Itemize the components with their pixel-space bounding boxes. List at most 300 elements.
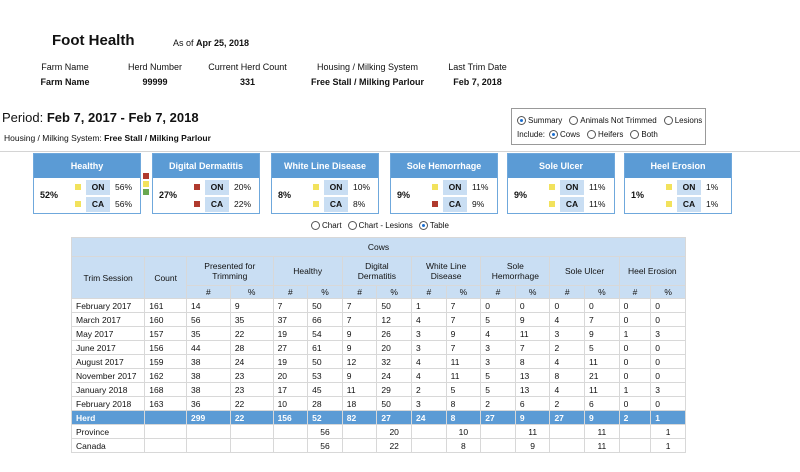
table-cell: 4 <box>550 355 585 369</box>
table-cell: 8 <box>515 355 550 369</box>
table-cell <box>481 425 516 439</box>
table-cell <box>342 439 377 453</box>
table-cell: 0 <box>651 299 686 313</box>
table-row <box>72 341 686 355</box>
status-legend <box>143 173 149 197</box>
table-cell <box>412 439 447 453</box>
card-sole-hemorrhage[interactable] <box>390 153 498 214</box>
table-cell: 13 <box>515 383 550 397</box>
table-cell: 56 <box>187 313 231 327</box>
table-cell: 56 <box>308 439 343 453</box>
code-ca: CA <box>560 197 584 212</box>
status-indicator <box>313 184 319 190</box>
table-cell: 24 <box>377 369 412 383</box>
table-cell: 11 <box>585 425 620 439</box>
include-label: Include: <box>517 129 546 139</box>
table-cell: 2 <box>619 411 651 425</box>
table-cell: 18 <box>342 397 377 411</box>
table-cell <box>412 425 447 439</box>
table-cell: 8 <box>550 369 585 383</box>
row-label: Province <box>72 425 145 439</box>
table-cell: 4 <box>412 355 447 369</box>
table-cell: 36 <box>187 397 231 411</box>
value-on: 11% <box>472 182 489 192</box>
legend-green-swatch <box>143 189 149 195</box>
info-housing <box>305 62 430 87</box>
subheader-count: # <box>550 286 585 299</box>
table-cell: 156 <box>145 341 187 355</box>
table-cell: 27 <box>273 341 308 355</box>
radio-icon[interactable] <box>569 116 578 125</box>
table-cell: 7 <box>342 313 377 327</box>
status-indicator <box>313 201 319 207</box>
card-percent: 1% <box>631 190 645 200</box>
table-cell: 0 <box>651 341 686 355</box>
row-label: Canada <box>72 439 145 453</box>
header-presented: Presented for Trimming <box>187 257 274 286</box>
table-cell: 0 <box>651 397 686 411</box>
radio-icon[interactable] <box>517 116 526 125</box>
table-cell: 37 <box>273 313 308 327</box>
value-on: 10% <box>353 182 371 192</box>
radio-icon[interactable] <box>311 221 320 230</box>
table-row <box>72 355 686 369</box>
info-label: Last Trim Date <box>448 62 507 72</box>
status-indicator <box>666 184 672 190</box>
code-ca: CA <box>86 197 110 212</box>
table-cell: 168 <box>145 383 187 397</box>
card-title: Sole Hemorrhage <box>391 154 497 178</box>
table-cell: 7 <box>446 299 481 313</box>
housing-value: Free Stall / Milking Parlour <box>104 133 211 143</box>
table-cell: 6 <box>585 397 620 411</box>
info-label: Current Herd Count <box>208 62 287 72</box>
value-on: 20% <box>234 182 252 192</box>
table-cell: 82 <box>342 411 377 425</box>
table-cell: 20 <box>377 341 412 355</box>
table-cell: 9 <box>446 327 481 341</box>
table-cell: 66 <box>308 313 343 327</box>
value-on: 56% <box>115 182 133 192</box>
table-cell: 11 <box>585 355 620 369</box>
table-cell: 1 <box>619 383 651 397</box>
info-value: Farm Name <box>40 77 90 87</box>
table-cell: 28 <box>230 341 273 355</box>
code-on: ON <box>324 180 348 195</box>
table-cell: 11 <box>446 369 481 383</box>
radio-label: Lesions <box>674 115 703 125</box>
radio-icon[interactable] <box>348 221 357 230</box>
table-cell: 22 <box>230 327 273 341</box>
table-cell: 11 <box>585 383 620 397</box>
card-percent: 8% <box>278 190 292 200</box>
table-cell: 24 <box>412 411 447 425</box>
legend-red-swatch <box>143 173 149 179</box>
as-of-date: Apr 25, 2018 <box>196 38 250 48</box>
table-cell: 7 <box>273 299 308 313</box>
table-cell: 19 <box>273 327 308 341</box>
table-cell: 54 <box>308 327 343 341</box>
card-title: White Line Disease <box>272 154 378 178</box>
code-on: ON <box>677 180 701 195</box>
status-indicator <box>549 184 555 190</box>
table-cell: 53 <box>308 369 343 383</box>
table-cell: 3 <box>651 327 686 341</box>
subheader-percent: % <box>515 286 550 299</box>
card-healthy[interactable] <box>33 153 141 214</box>
subheader-count: # <box>273 286 308 299</box>
card-title: Sole Ulcer <box>508 154 614 178</box>
table-cell: 20 <box>273 369 308 383</box>
status-indicator <box>75 201 81 207</box>
page-title: Foot Health <box>52 32 135 49</box>
table-cell: 161 <box>145 299 187 313</box>
status-indicator <box>194 201 200 207</box>
table-cell: 9 <box>585 411 620 425</box>
info-value: 99999 <box>142 77 168 87</box>
table-cell: 0 <box>585 299 620 313</box>
row-label: June 2017 <box>72 341 145 355</box>
value-ca: 9% <box>472 199 485 209</box>
card-percent: 52% <box>40 190 59 200</box>
subheader-percent: % <box>230 286 273 299</box>
table-cell: 19 <box>273 355 308 369</box>
table-cell: 9 <box>585 327 620 341</box>
status-indicator <box>666 201 672 207</box>
info-label: Housing / Milking System <box>316 62 419 72</box>
table-cell: 7 <box>585 313 620 327</box>
row-label: May 2017 <box>72 327 145 341</box>
table-cell: 22 <box>377 439 412 453</box>
card-percent: 9% <box>397 190 411 200</box>
table-cell: 0 <box>481 299 516 313</box>
table-cell: 299 <box>187 411 231 425</box>
table-cell: 52 <box>308 411 343 425</box>
table-cell <box>550 425 585 439</box>
table-cell <box>145 411 187 425</box>
subheader-percent: % <box>308 286 343 299</box>
radio-label: Summary <box>528 115 563 125</box>
code-ca: CA <box>677 197 701 212</box>
table-cell: 11 <box>515 425 550 439</box>
card-title: Healthy <box>34 154 140 178</box>
table-cell: 17 <box>273 383 308 397</box>
as-of-label: As of <box>173 38 194 48</box>
table-cell: 35 <box>187 327 231 341</box>
table-cell <box>230 425 273 439</box>
table-cell: 9 <box>515 313 550 327</box>
table-cell: 45 <box>308 383 343 397</box>
table-cell: 11 <box>342 383 377 397</box>
header-healthy: Healthy <box>273 257 342 286</box>
radio-animals-not-trimmed[interactable] <box>569 116 656 125</box>
radio-label: Animals Not Trimmed <box>580 115 657 125</box>
table-cell: 26 <box>377 327 412 341</box>
code-ca: CA <box>324 197 348 212</box>
table-row <box>72 299 686 313</box>
row-label: January 2018 <box>72 383 145 397</box>
code-on: ON <box>86 180 110 195</box>
header-count: Count <box>145 257 187 299</box>
table-row <box>72 397 686 411</box>
table-cell: 3 <box>412 327 447 341</box>
table-cell: 7 <box>515 341 550 355</box>
value-ca: 56% <box>115 199 133 209</box>
radio-label: Both <box>641 129 658 139</box>
radio-label: Cows <box>560 129 581 139</box>
table-cell: 3 <box>412 341 447 355</box>
as-of <box>173 38 249 48</box>
table-cell: 61 <box>308 341 343 355</box>
table-cell: 8 <box>446 397 481 411</box>
table-cell: 1 <box>619 327 651 341</box>
table-cell: 32 <box>377 355 412 369</box>
table-cell: 10 <box>273 397 308 411</box>
subheader-count: # <box>342 286 377 299</box>
info-value: Free Stall / Milking Parlour <box>310 77 425 87</box>
table-cell: 13 <box>515 369 550 383</box>
header-heel-erosion: Heel Erosion <box>619 257 685 286</box>
table-cell: 11 <box>446 355 481 369</box>
table-cell: 4 <box>412 369 447 383</box>
radio-lesions[interactable] <box>664 116 703 125</box>
table-cell: 28 <box>308 397 343 411</box>
table-cell: 35 <box>230 313 273 327</box>
table-cell: 9 <box>342 327 377 341</box>
table-cell: 50 <box>377 397 412 411</box>
table-cell: 22 <box>230 397 273 411</box>
trim-table <box>71 237 686 453</box>
subheader-percent: % <box>651 286 686 299</box>
table-cell: 157 <box>145 327 187 341</box>
radio-cows[interactable] <box>549 130 580 139</box>
row-label: February 2018 <box>72 397 145 411</box>
table-cell: 12 <box>377 313 412 327</box>
table-cell: 0 <box>651 313 686 327</box>
info-last-trim <box>440 62 515 87</box>
table-cell: 22 <box>230 411 273 425</box>
table-cell: 24 <box>230 355 273 369</box>
table-cell: 9 <box>515 411 550 425</box>
table-cell: 3 <box>412 397 447 411</box>
table-cell <box>342 425 377 439</box>
table-cell: 5 <box>446 383 481 397</box>
radio-icon[interactable] <box>587 130 596 139</box>
radio-heifers[interactable] <box>587 130 623 139</box>
table-cell: 21 <box>585 369 620 383</box>
table-cell: 38 <box>187 355 231 369</box>
table-cell: 9 <box>230 299 273 313</box>
table-cell: 23 <box>230 369 273 383</box>
table-cell: 29 <box>377 383 412 397</box>
table-cell <box>273 425 308 439</box>
table-cell: 163 <box>145 397 187 411</box>
subheader-percent: % <box>585 286 620 299</box>
info-label: Herd Number <box>127 62 183 72</box>
housing <box>4 133 211 143</box>
value-on: 1% <box>706 182 719 192</box>
table-cell: 1 <box>651 439 686 453</box>
table-cell <box>619 425 651 439</box>
period <box>2 110 199 125</box>
status-indicator <box>432 184 438 190</box>
table-cell <box>187 439 231 453</box>
table-cell: 7 <box>446 313 481 327</box>
table-cell: 2 <box>481 397 516 411</box>
subheader-count: # <box>481 286 516 299</box>
table-cell: 14 <box>187 299 231 313</box>
table-cell: 20 <box>377 425 412 439</box>
table-cell: 27 <box>550 411 585 425</box>
info-value: 331 <box>239 77 256 87</box>
table-cell: 38 <box>187 383 231 397</box>
radio-icon[interactable] <box>664 116 673 125</box>
header-white-line: White Line Disease <box>412 257 481 286</box>
radio-table[interactable] <box>419 221 449 230</box>
table-cell: 23 <box>230 383 273 397</box>
code-on: ON <box>560 180 584 195</box>
radio-icon[interactable] <box>549 130 558 139</box>
card-title: Digital Dermatitis <box>153 154 259 178</box>
table-cell: 0 <box>619 341 651 355</box>
subheader-percent: % <box>377 286 412 299</box>
value-ca: 8% <box>353 199 366 209</box>
table-cell: 1 <box>651 411 686 425</box>
table-cell: 8 <box>446 411 481 425</box>
value-ca: 11% <box>589 199 606 209</box>
table-cell: 2 <box>550 397 585 411</box>
radio-both[interactable] <box>630 130 657 139</box>
table-cell <box>145 425 187 439</box>
info-herd-count <box>200 62 295 87</box>
table-cell <box>619 439 651 453</box>
table-cell: 159 <box>145 355 187 369</box>
housing-label: Housing / Milking System: <box>4 133 102 143</box>
info-value: Feb 7, 2018 <box>453 77 502 87</box>
card-percent: 27% <box>159 190 178 200</box>
subheader-count: # <box>187 286 231 299</box>
table-cell: 5 <box>481 313 516 327</box>
info-label: Farm Name <box>41 62 89 72</box>
status-indicator <box>194 184 200 190</box>
card-digital-dermatitis[interactable] <box>152 153 260 214</box>
card-white-line-disease[interactable] <box>271 153 379 214</box>
canada-row <box>72 439 686 453</box>
value-ca: 1% <box>706 199 719 209</box>
table-cell: 4 <box>412 313 447 327</box>
card-title: Heel Erosion <box>625 154 731 178</box>
value-on: 11% <box>589 182 606 192</box>
table-cell: 56 <box>308 425 343 439</box>
table-cell: 0 <box>550 299 585 313</box>
table-cell: 0 <box>619 355 651 369</box>
table-cell <box>145 439 187 453</box>
radio-icon[interactable] <box>630 130 639 139</box>
radio-label: Chart <box>322 221 342 230</box>
table-cell <box>481 439 516 453</box>
table-cell: 0 <box>619 369 651 383</box>
table-cell: 160 <box>145 313 187 327</box>
table-cell: 4 <box>550 313 585 327</box>
info-farm-name <box>30 62 100 87</box>
table-cell: 9 <box>342 369 377 383</box>
status-indicator <box>432 201 438 207</box>
code-ca: CA <box>205 197 229 212</box>
table-cell: 0 <box>651 355 686 369</box>
card-percent: 9% <box>514 190 528 200</box>
table-cell: 9 <box>515 439 550 453</box>
row-label: February 2017 <box>72 299 145 313</box>
radio-summary[interactable] <box>517 116 562 125</box>
table-cell: 27 <box>481 411 516 425</box>
table-cell: 6 <box>515 397 550 411</box>
radio-chart[interactable] <box>311 221 342 230</box>
table-cell: 0 <box>619 299 651 313</box>
card-sole-ulcer[interactable] <box>507 153 615 214</box>
header-sole-hemorrhage: Sole Hemorrhage <box>481 257 550 286</box>
table-cell: 5 <box>481 383 516 397</box>
header-trim-session: Trim Session <box>72 257 145 299</box>
table-cell: 50 <box>377 299 412 313</box>
view-options <box>311 221 452 230</box>
subheader-count: # <box>619 286 651 299</box>
radio-icon[interactable] <box>419 221 428 230</box>
table-cell: 1 <box>651 425 686 439</box>
table-cell: 7 <box>446 341 481 355</box>
row-label: March 2017 <box>72 313 145 327</box>
info-herd-number <box>120 62 190 87</box>
table-cell: 5 <box>585 341 620 355</box>
table-cell: 38 <box>187 369 231 383</box>
table-cell: 8 <box>446 439 481 453</box>
legend-yellow-swatch <box>143 181 149 187</box>
table-cell: 0 <box>619 313 651 327</box>
table-cell: 10 <box>446 425 481 439</box>
table-cell: 2 <box>550 341 585 355</box>
table-cell <box>550 439 585 453</box>
value-ca: 22% <box>234 199 252 209</box>
table-cell: 7 <box>342 299 377 313</box>
report-options <box>511 108 706 145</box>
table-cell: 9 <box>342 341 377 355</box>
table-row <box>72 369 686 383</box>
radio-chart-lesions[interactable] <box>348 221 413 230</box>
table-cell: 1 <box>412 299 447 313</box>
table-cell: 2 <box>412 383 447 397</box>
row-label: August 2017 <box>72 355 145 369</box>
table-cell: 0 <box>515 299 550 313</box>
table-cell: 3 <box>481 355 516 369</box>
radio-label: Chart - Lesions <box>358 221 413 230</box>
table-cell: 156 <box>273 411 308 425</box>
table-cell: 11 <box>585 439 620 453</box>
header-sole-ulcer: Sole Ulcer <box>550 257 619 286</box>
period-label: Period: <box>2 110 44 125</box>
status-indicator <box>75 184 81 190</box>
table-row <box>72 383 686 397</box>
code-ca: CA <box>443 197 467 212</box>
table-cell: 0 <box>651 369 686 383</box>
table-cell: 3 <box>550 327 585 341</box>
radio-label: Table <box>429 221 449 230</box>
table-cell <box>230 439 273 453</box>
radio-label: Heifers <box>598 129 624 139</box>
table-cell: 50 <box>308 355 343 369</box>
card-heel-erosion[interactable] <box>624 153 732 214</box>
subheader-percent: % <box>446 286 481 299</box>
province-row <box>72 425 686 439</box>
table-cell: 162 <box>145 369 187 383</box>
